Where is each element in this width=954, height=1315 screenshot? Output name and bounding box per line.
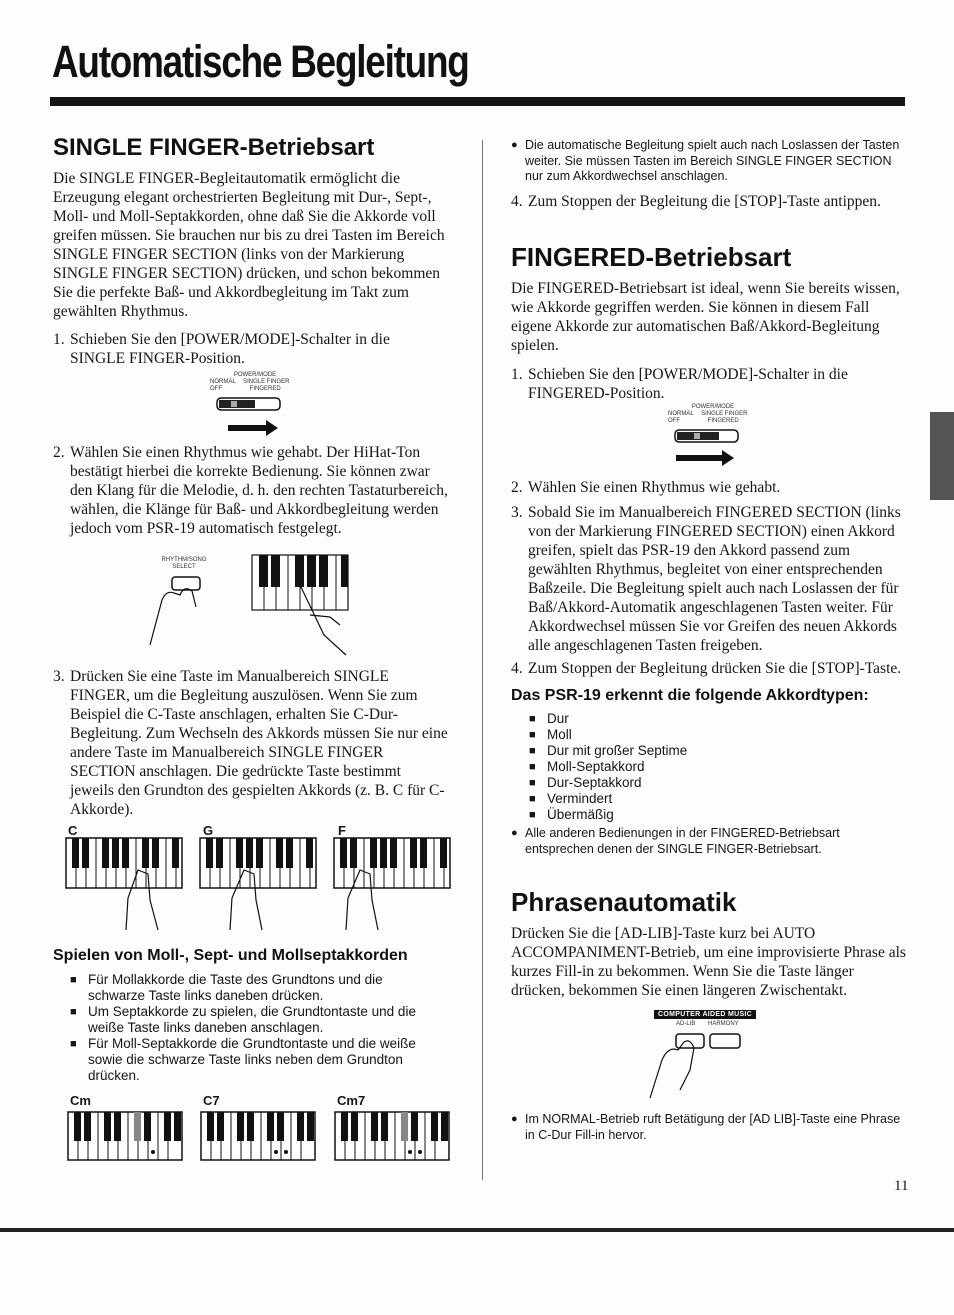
- fingered-label: FINGERED: [707, 418, 739, 424]
- single-finger-label: SINGLE FINGER: [701, 411, 748, 417]
- bottom-rule: [0, 1228, 954, 1232]
- fingered-step-4: [511, 659, 911, 678]
- moll-item-2: [70, 1004, 440, 1036]
- keyboard-c7-icon: [201, 1112, 315, 1160]
- single-finger-keyboards: [66, 838, 456, 933]
- step-text: Wählen Sie einen Rhythmus wie gehabt. Der HiHat-Ton bestätigt hierbei die korrekte Bedienung. Sie können zwar den Klang für die Melodie, d. h. den rechten Tastaturbereich, wählen, die Klänge für Baß- und Akkordbegleitung werden jedoch vom PSR-19 automatisch festgelegt.: [70, 444, 448, 537]
- step-text: Drücken Sie eine Taste im Manualbereich SINGLE FINGER, um die Begleitung auszulösen. Wenn Sie zum Beispiel die C-Taste anschlagen, erhalten Sie C-Dur-Begleitung. Zum Wechseln des Akkords müssen Sie nur eine andere Taste im Manualbereich SINGLE FINGER SECTION anschlagen. Die gedrückte Taste bestimmt jeweils den Grundton des gespielten Akkords (z. B. C für C-Akkorde).: [70, 668, 448, 818]
- power-mode-switch-figure-fingered: [658, 404, 768, 480]
- chord-type-text: Dur mit großer Septime: [547, 743, 688, 758]
- moll-chord-keyboards: [68, 1112, 458, 1164]
- chord-key-label-g: G: [203, 823, 214, 838]
- fingered-step-1: [511, 365, 891, 403]
- square-bullet-icon: ■: [529, 777, 536, 789]
- section-tab-marker: [930, 412, 954, 500]
- page-title: Automatische Begleitung: [52, 36, 469, 87]
- chord-label-cm7: Cm7: [337, 1093, 366, 1108]
- normal-label: NORMAL: [668, 411, 694, 417]
- single-finger-intro: Die SINGLE FINGER-Begleitautomatik ermöglicht die Erzeugung elegant orchestrierten Begleitung mit Dur-, Sept-, Moll- und Moll-Septakkorden, ohne daß Sie die Akkorde voll greifen müssen. Sie brauchen nur bis zu drei Tasten im Bereich SINGLE FINGER SECTION (links von der Markierung SINGLE FINGER SECTION) drücken, und schon bekommen Sie die perfekte Baß- und Akkordbegleitung im Takt zum gewählten Rhythmus.: [53, 170, 445, 320]
- bullet-dot-icon: ●: [511, 1113, 518, 1125]
- fingered-intro: Die FINGERED-Betriebsart ist ideal, wenn Sie bereits wissen, wie Akkorde gegriffen werden. Sie können in diesem Fall eigene Akkorde zur automatischen Baß/Akkord-Begleitung spielen.: [511, 280, 900, 354]
- chord-type-item: [529, 775, 829, 791]
- square-bullet-icon: ■: [529, 761, 536, 773]
- power-mode-label: POWER/MODE: [691, 404, 735, 410]
- keyboard-icon: [252, 555, 348, 610]
- bullet-dot-icon: ●: [511, 139, 518, 151]
- adlib-figure: [640, 1010, 780, 1110]
- column-divider: [482, 140, 483, 1180]
- step-number: 1.: [511, 366, 523, 383]
- fingered-step-3: [511, 503, 906, 655]
- square-bullet-icon: ■: [70, 974, 77, 986]
- chord-type-item: [529, 711, 829, 727]
- moll-item-1: [70, 972, 440, 1004]
- adlib-label: AD-LIB: [676, 1021, 696, 1027]
- step-text: Schieben Sie den [POWER/MODE]-Schalter in die SINGLE FINGER-Position.: [70, 331, 390, 367]
- single-step-2: [53, 443, 453, 538]
- square-bullet-icon: ■: [70, 1038, 77, 1050]
- chord-type-item: [529, 791, 829, 807]
- chord-type-text: Dur: [547, 711, 569, 726]
- title-rule: [50, 97, 905, 106]
- step-number: 2.: [511, 479, 523, 496]
- single-finger-label: SINGLE FINGER: [243, 379, 290, 385]
- chord-type-text: Moll-Septakkord: [547, 759, 645, 774]
- single-step-1: [53, 330, 448, 368]
- power-mode-switch-figure: [200, 372, 310, 448]
- arrow-right-icon: [228, 420, 278, 436]
- step-number: 3.: [53, 668, 65, 685]
- chord-type-item: [529, 727, 829, 743]
- computer-aided-music-label: COMPUTER AIDED MUSIC: [654, 1010, 756, 1019]
- harmony-label: HARMONY: [708, 1021, 739, 1027]
- square-bullet-icon: ■: [70, 1006, 77, 1018]
- keyboard-cm-icon: [68, 1112, 182, 1160]
- moll-heading: Spielen von Moll-, Sept- und Mollseptakkorden: [53, 947, 408, 964]
- phrase-heading: Phrasenautomatik: [511, 887, 737, 917]
- keyboard-g-icon: [200, 838, 316, 930]
- square-bullet-icon: ■: [529, 809, 536, 821]
- note-adlib-normal: [511, 1112, 906, 1143]
- step-number: 1.: [53, 331, 65, 348]
- off-label: OFF: [668, 418, 680, 424]
- chord-type-text: Moll: [547, 727, 572, 742]
- chord-type-item: [529, 759, 829, 775]
- harmony-button-icon: [710, 1034, 740, 1048]
- note-text: Im NORMAL-Betrieb ruft Betätigung der [AD LIB]-Taste eine Phrase in C-Dur Fill-in hervor.: [525, 1112, 901, 1142]
- step-number: 4.: [511, 660, 523, 677]
- fingered-heading: FINGERED-Betriebsart: [511, 242, 792, 272]
- square-bullet-icon: ■: [529, 745, 536, 757]
- chord-type-item: [529, 743, 829, 759]
- step-text: Schieben Sie den [POWER/MODE]-Schalter in die FINGERED-Position.: [528, 366, 848, 402]
- rhythm-song-select-label: RHYTHM/SONG SELECT: [161, 557, 207, 570]
- moll-item-text: Für Mollakkorde die Taste des Grundtons und die schwarze Taste links daneben drücken.: [88, 972, 383, 1003]
- arrow-right-icon: [676, 450, 734, 466]
- step-number: 3.: [511, 504, 523, 521]
- step-number: 2.: [53, 444, 65, 461]
- square-bullet-icon: ■: [529, 713, 536, 725]
- step-text: Sobald Sie im Manualbereich FINGERED SECTION (links von der Markierung FINGERED SECTION) einen Akkord greifen, spielt das PSR-19 den Akkord passend zum gewählten Rhythmus, begleitet von einer entsprechenden Baßzeile. Die Begleitung spielt auch nach Loslassen der für Baß/Akkord-Automatik angeschlagenen Tasten weiter. Für Akkordwechsel müssen Sie vor Greifen des neuen Akkords alle angeschlagenen Tasten freigeben.: [528, 504, 901, 654]
- step-text: Zum Stoppen der Begleitung die [STOP]-Taste antippen.: [528, 193, 881, 210]
- chord-type-text: Vermindert: [547, 791, 613, 806]
- step-number: 4.: [511, 193, 523, 210]
- bullet-dot-icon: ●: [511, 827, 518, 839]
- chord-type-text: Dur-Septakkord: [547, 775, 642, 790]
- step-text: Zum Stoppen der Begleitung drücken Sie die [STOP]-Taste.: [528, 660, 902, 677]
- chord-type-text: Übermäßig: [547, 807, 614, 822]
- note-text: Alle anderen Bedienungen in der FINGERED-Betriebsart entsprechen denen der SINGLE FINGER-Betriebsart.: [525, 826, 840, 856]
- note-text: Die automatische Begleitung spielt auch nach Loslassen der Tasten weiter. Sie müssen Tasten im Bereich SINGLE FINGER SECTION nur zum Akkordwechsel anschlagen.: [525, 138, 900, 183]
- keyboard-c-icon: [66, 838, 182, 930]
- page-number: 11: [894, 1178, 909, 1194]
- note-fingered-other: [511, 826, 906, 857]
- select-button-icon: [172, 577, 200, 590]
- rhythm-select-figure: [140, 555, 370, 660]
- chord-label-c7: C7: [203, 1093, 220, 1108]
- step-text: Wählen Sie einen Rhythmus wie gehabt.: [528, 479, 781, 496]
- moll-item-text: Für Moll-Septakkorde die Grundtontaste und die weiße sowie die schwarze Taste links neben dem Grundton drücken.: [88, 1036, 416, 1083]
- square-bullet-icon: ■: [529, 729, 536, 741]
- moll-item-3: [70, 1036, 440, 1083]
- note-auto-accompaniment: [511, 138, 906, 185]
- single-step-3: [53, 667, 448, 819]
- chord-type-item: [529, 807, 829, 823]
- power-mode-label: POWER/MODE: [233, 372, 277, 378]
- chord-label-cm: Cm: [70, 1093, 91, 1108]
- slide-switch-icon: [658, 425, 768, 475]
- fingered-label: FINGERED: [249, 386, 281, 392]
- moll-item-text: Um Septakkorde zu spielen, die Grundtontaste und die weiße Taste links daneben anschlagen.: [88, 1004, 416, 1035]
- hand-icon: [650, 1041, 694, 1098]
- chord-key-label-c: C: [68, 823, 78, 838]
- keyboard-f-icon: [334, 838, 450, 930]
- off-label: OFF: [210, 386, 222, 392]
- keyboard-cm7-icon: [335, 1112, 449, 1160]
- single-step-4: [511, 192, 906, 211]
- fingered-step-2: [511, 478, 906, 497]
- adlib-button-icon: [676, 1034, 704, 1048]
- square-bullet-icon: ■: [529, 793, 536, 805]
- hand-icon: [150, 589, 196, 645]
- single-finger-heading: SINGLE FINGER-Betriebsart: [53, 134, 375, 161]
- slide-switch-icon: [200, 393, 310, 443]
- chord-types-heading: Das PSR-19 erkennt die folgende Akkordtypen:: [511, 687, 869, 704]
- normal-label: NORMAL: [210, 379, 236, 385]
- chord-key-label-f: F: [338, 823, 346, 838]
- phrase-intro: Drücken Sie die [AD-LIB]-Taste kurz bei AUTO ACCOMPANIMENT-Betrieb, um eine improvisierte Phrase als kurzes Fill-in zu bekommen. Wenn Sie die Taste länger drücken, bekommen Sie einen längeren Zwischentakt.: [511, 925, 906, 999]
